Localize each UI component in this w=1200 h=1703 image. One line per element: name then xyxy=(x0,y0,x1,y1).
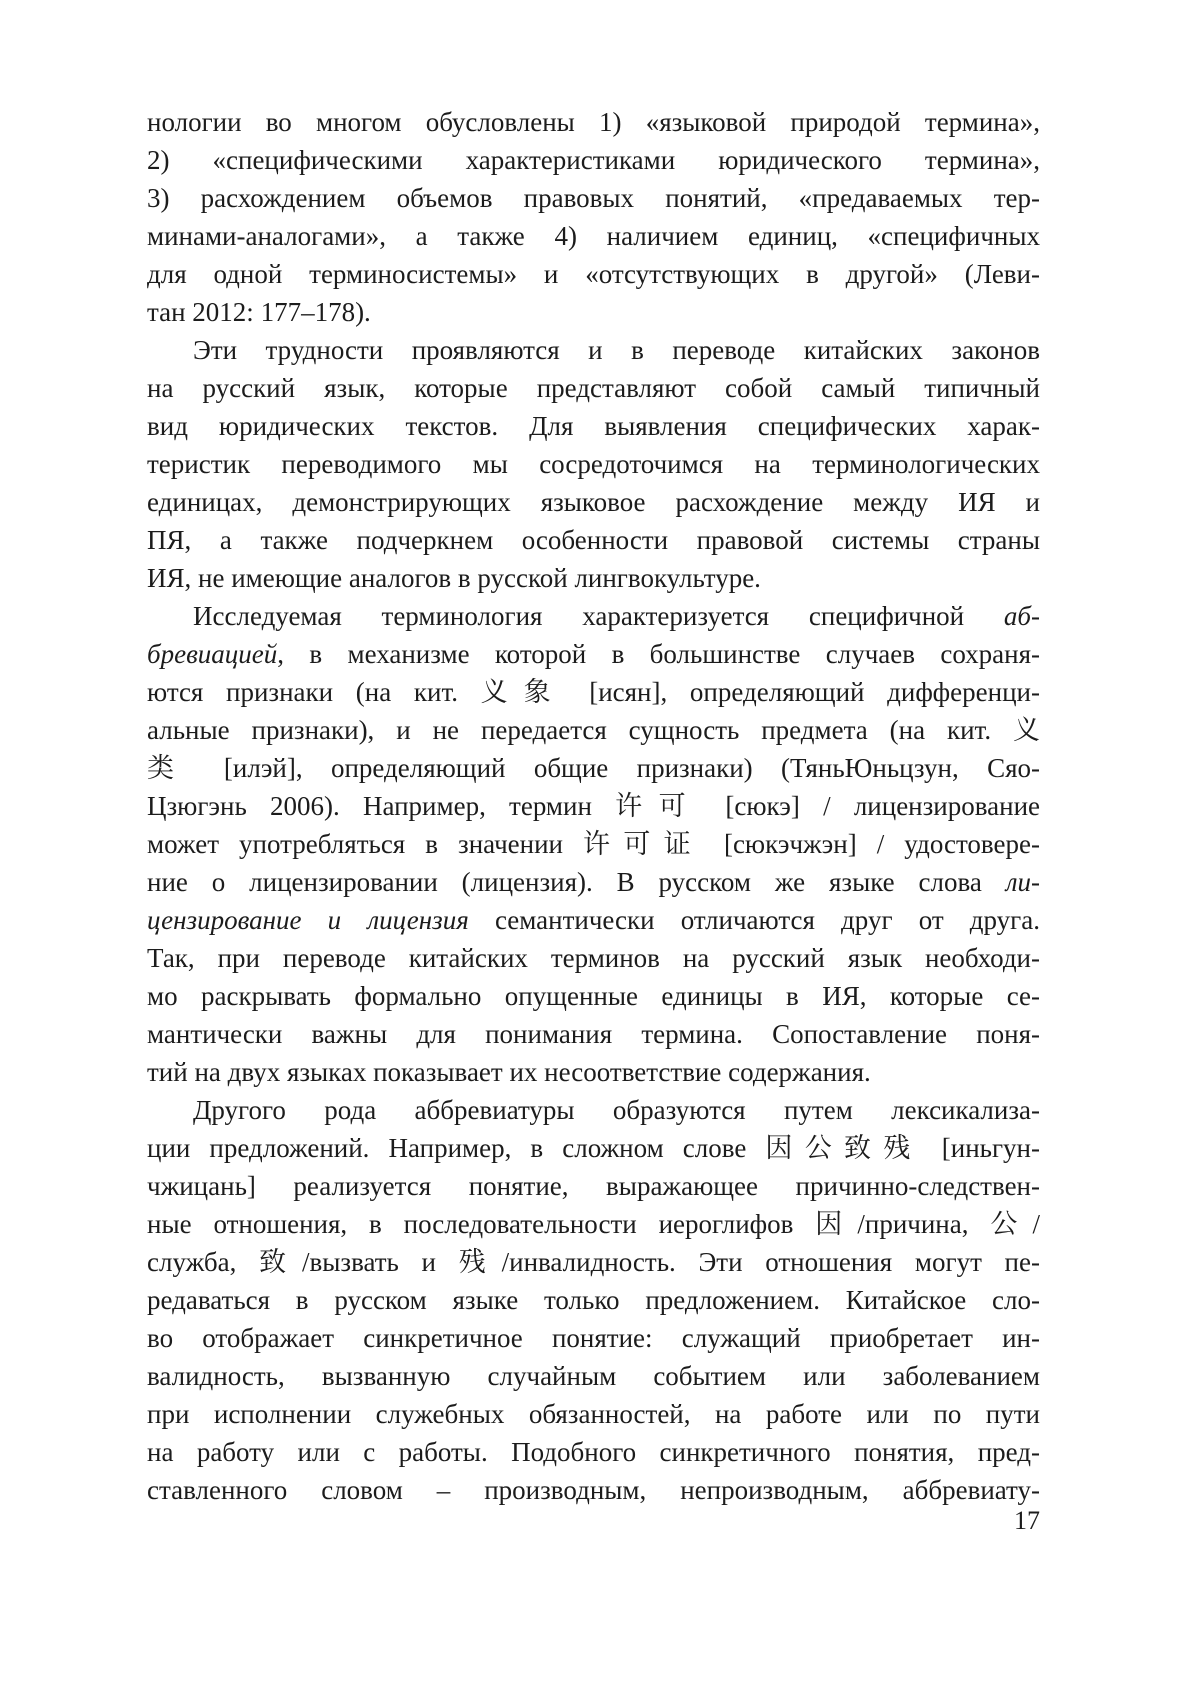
text-segment: ставленного словом – производным, непроизводным, аббревиату- xyxy=(147,1475,1040,1505)
text-line xyxy=(147,293,1040,331)
italic-text-segment: ли- xyxy=(1005,867,1040,897)
text-segment: во отображает синкретичное понятие: служащий приобретает ин- xyxy=(147,1323,1040,1353)
text-segment: тий на двух языках показывает их несоответствие содержания. xyxy=(147,1057,871,1087)
text-segment: Так, при переводе китайских терминов на русский язык необходи- xyxy=(147,943,1040,973)
text-line xyxy=(147,1395,1040,1433)
text-segment: Исследуемая терминология характеризуется специфичной xyxy=(193,601,1004,631)
text-line xyxy=(147,445,1040,483)
text-segment: редаваться в русском языке только предложением. Китайское сло- xyxy=(147,1285,1040,1315)
text-line xyxy=(147,217,1040,255)
text-segment: ние о лицензировании (лицензия). В русском же языке слова xyxy=(147,867,1006,897)
text-segment: 3) расхождением объемов правовых понятий, «предаваемых тер- xyxy=(147,183,1040,213)
text-line xyxy=(147,331,1040,369)
text-segment: теристик переводимого мы сосредоточимся на терминологических xyxy=(147,449,1040,479)
text-segment: ИЯ, не имеющие аналогов в русской лингвокультуре. xyxy=(147,563,761,593)
text-line xyxy=(147,255,1040,293)
text-segment: 2) «специфическими характеристиками юридического термина», xyxy=(147,145,1040,175)
text-segment: ПЯ, а также подчеркнем особенности правовой системы страны xyxy=(147,525,1040,555)
text-segment: на работу или с работы. Подобного синкретичного понятия, пред- xyxy=(147,1437,1040,1467)
text-line xyxy=(147,1243,1040,1281)
text-line xyxy=(147,825,1040,863)
text-segment: на русский язык, которые представляют собой самый типичный xyxy=(147,373,1040,403)
text-segment: мантически важны для понимания термина. Сопоставление поня- xyxy=(147,1019,1040,1049)
text-segment: ются признаки (на кит. 义象 [исян], определяющий дифференци- xyxy=(147,677,1040,707)
text-segment: вид юридических текстов. Для выявления специфических харак- xyxy=(147,411,1040,441)
text-line xyxy=(147,1015,1040,1053)
text-line xyxy=(147,635,1040,673)
text-line xyxy=(147,103,1040,141)
text-line xyxy=(147,1129,1040,1167)
text-line xyxy=(147,559,1040,597)
text-line xyxy=(147,1471,1040,1509)
text-line xyxy=(147,1319,1040,1357)
text-segment: мо раскрывать формально опущенные единицы в ИЯ, которые се- xyxy=(147,981,1040,1011)
text-segment: семантически отличаются друг от друга. xyxy=(468,905,1040,935)
text-segment: ции предложений. Например, в сложном слове 因公致残 [иньгун- xyxy=(147,1133,1040,1163)
text-segment: служба, 致/вызвать и 残/инвалидность. Эти отношения могут пе- xyxy=(147,1247,1040,1277)
italic-text-segment: цензирование и лицензия xyxy=(147,905,469,935)
text-block xyxy=(147,103,1040,1509)
text-segment: нологии во многом обусловлены 1) «языковой природой термина», xyxy=(147,107,1040,137)
text-segment: 类 [илэй], определяющий общие признаки) (ТяньЮньцзун, Сяо- xyxy=(147,753,1040,783)
text-line xyxy=(147,141,1040,179)
text-line xyxy=(147,673,1040,711)
text-segment: единицах, демонстрирующих языковое расхождение между ИЯ и xyxy=(147,487,1040,517)
text-line xyxy=(147,369,1040,407)
text-line xyxy=(147,597,1040,635)
text-segment: альные признаки), и не передается сущность предмета (на кит. 义 xyxy=(147,715,1040,745)
text-line xyxy=(147,521,1040,559)
text-segment: ные отношения, в последовательности иероглифов 因/причина, 公/ xyxy=(147,1209,1040,1239)
text-line xyxy=(147,407,1040,445)
text-line xyxy=(147,939,1040,977)
text-line xyxy=(147,1205,1040,1243)
text-line xyxy=(147,977,1040,1015)
text-line xyxy=(147,1053,1040,1091)
text-segment: Цзюгэнь 2006). Например, термин 许可 [сюкэ] / лицензирование xyxy=(147,791,1040,821)
text-line xyxy=(147,1091,1040,1129)
text-line xyxy=(147,901,1040,939)
italic-text-segment: бревиацией xyxy=(147,639,278,669)
text-line xyxy=(147,1167,1040,1205)
text-segment: Эти трудности проявляются и в переводе китайских законов xyxy=(193,335,1040,365)
text-segment: минами-аналогами», а также 4) наличием единиц, «специфичных xyxy=(147,221,1040,251)
text-line xyxy=(147,1357,1040,1395)
text-segment: при исполнении служебных обязанностей, на работе или по пути xyxy=(147,1399,1040,1429)
text-line xyxy=(147,863,1040,901)
text-line xyxy=(147,711,1040,749)
text-line xyxy=(147,1281,1040,1319)
text-segment: , в механизме которой в большинстве случаев сохраня- xyxy=(277,639,1040,669)
text-line xyxy=(147,1433,1040,1471)
text-segment: Другого рода аббревиатуры образуются путем лексикализа- xyxy=(193,1095,1040,1125)
text-line xyxy=(147,749,1040,787)
text-line xyxy=(147,179,1040,217)
text-segment: может употребляться в значении 许可证 [сюкэчжэн] / удостовере- xyxy=(147,829,1040,859)
text-line xyxy=(147,483,1040,521)
italic-text-segment: аб- xyxy=(1003,601,1040,631)
text-segment: чжицань] реализуется понятие, выражающее причинно-следствен- xyxy=(147,1171,1040,1201)
text-segment: валидность, вызванную случайным событием или заболеванием xyxy=(147,1361,1040,1391)
text-line xyxy=(147,787,1040,825)
text-segment: для одной терминосистемы» и «отсутствующих в другой» (Леви- xyxy=(147,259,1040,289)
text-segment: тан 2012: 177–178). xyxy=(147,297,371,327)
page-number: 17 xyxy=(1014,1506,1040,1535)
